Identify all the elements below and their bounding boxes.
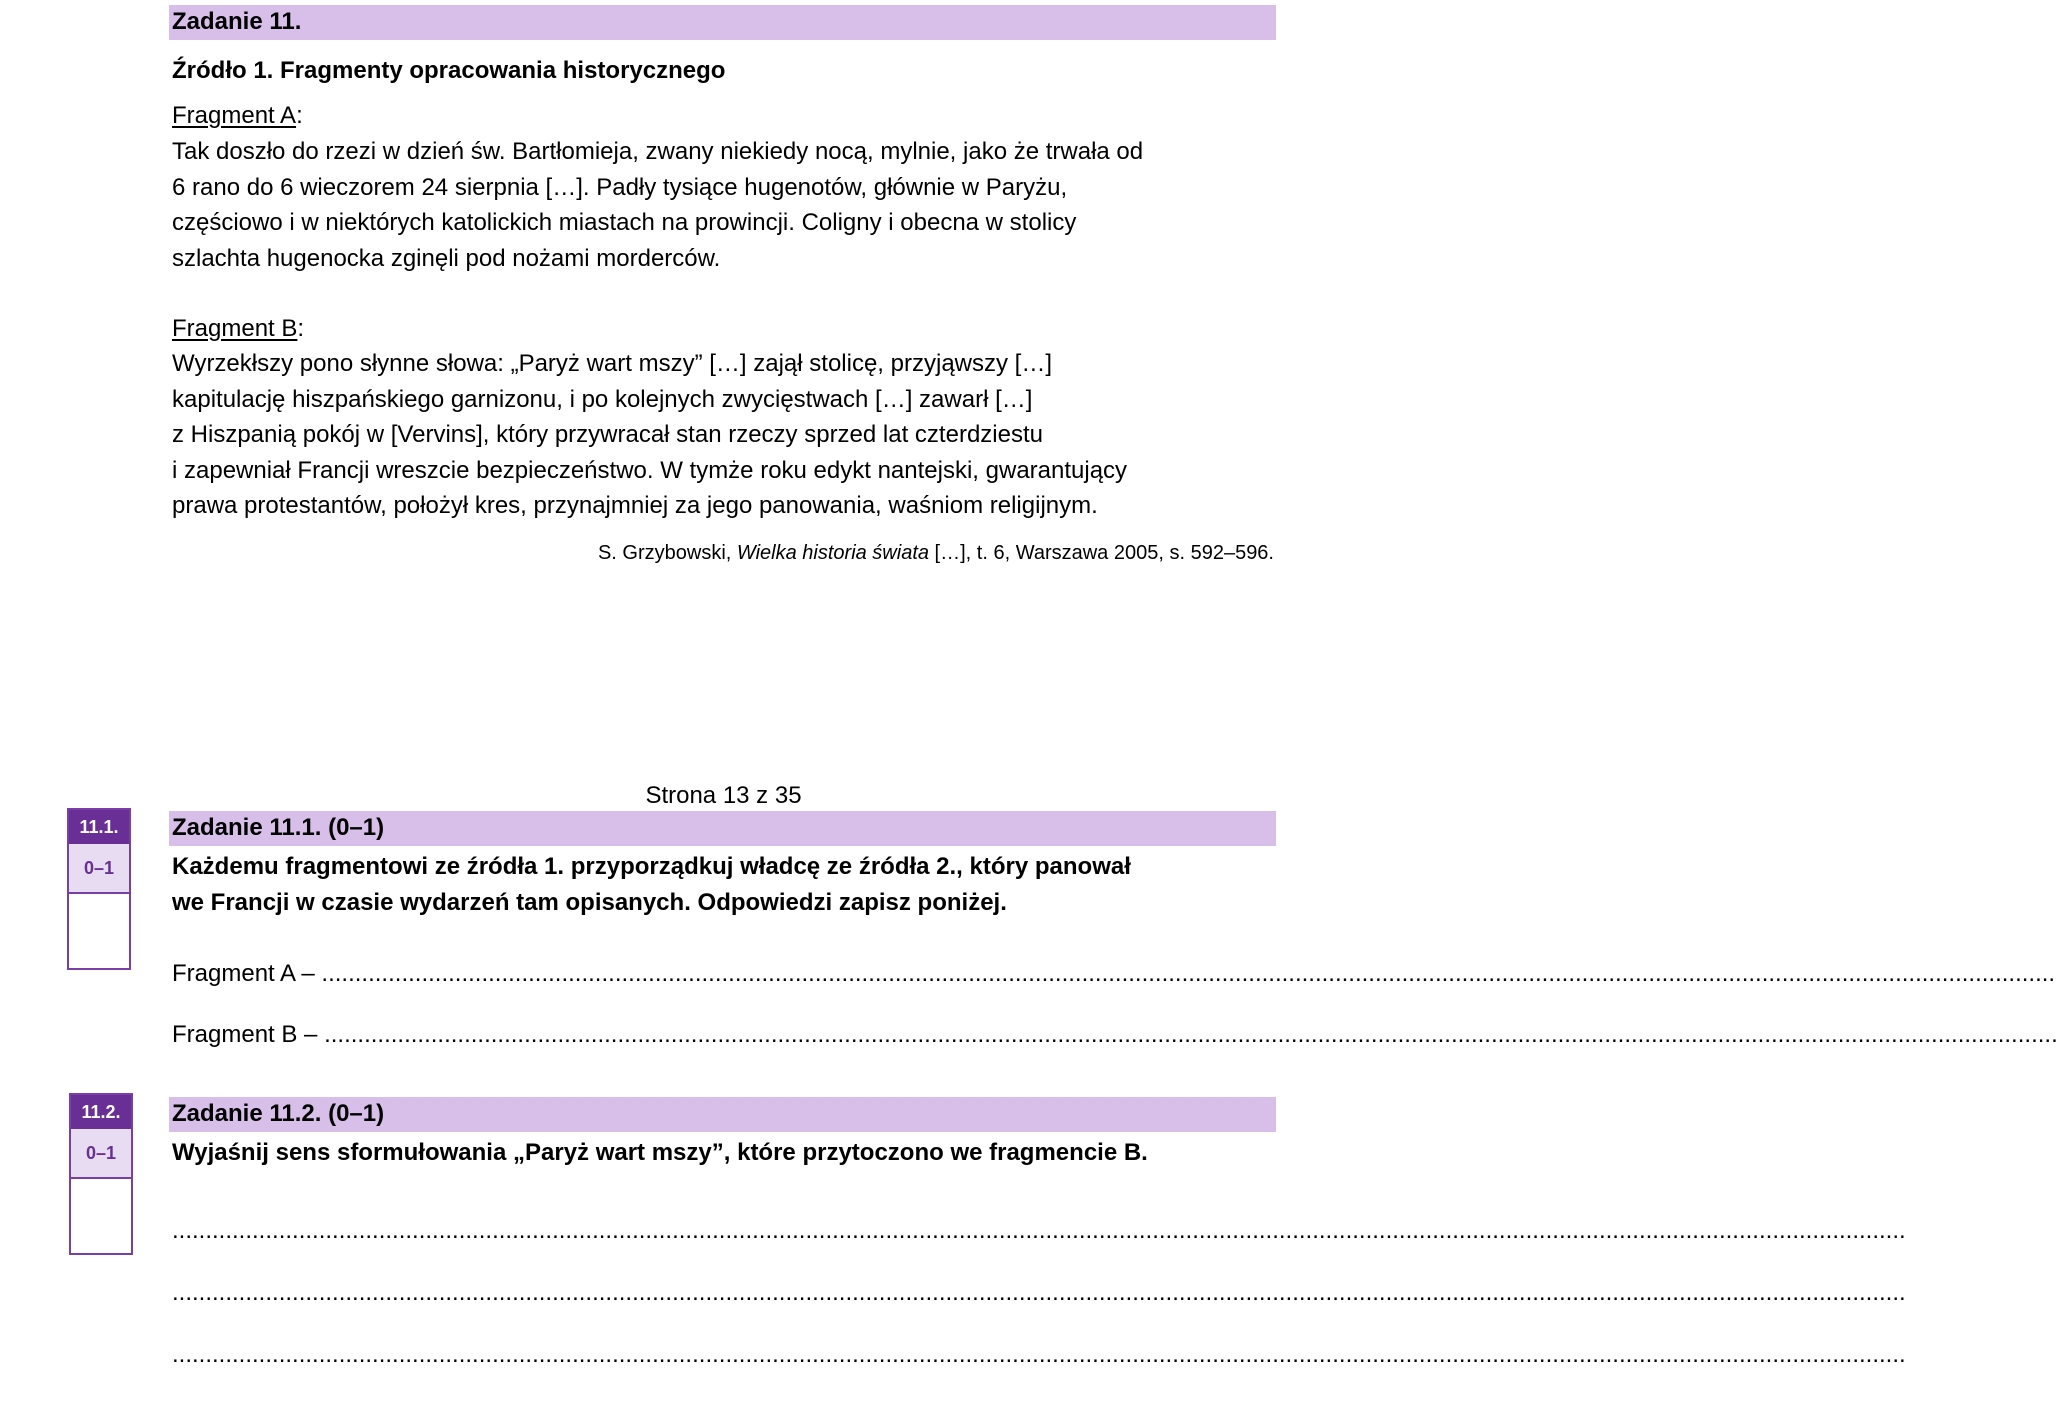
- score-box-blank-field[interactable]: [71, 1179, 131, 1253]
- score-box-blank-field[interactable]: [69, 894, 129, 968]
- task-header-band: [169, 5, 1276, 40]
- score-box-11-2: [69, 1093, 133, 1255]
- answer-b-label: Fragment B –: [172, 1021, 325, 1048]
- citation-details: […], t. 6, Warszawa 2005, s. 592–596.: [929, 542, 1274, 564]
- answer-line-fragment-a[interactable]: [172, 959, 2056, 989]
- fragment-b-label: Fragment B:: [172, 315, 305, 342]
- answer-b-dots[interactable]: ....................................................................................................................................................................................................................................................................: [324, 1021, 2058, 1048]
- fragment-b-text: [172, 346, 1127, 524]
- subtask-11-2-header-band: [169, 1097, 1276, 1132]
- fragment-a-line: 6 rano do 6 wieczorem 24 sierpnia […]. Padły tysiące hugenotów, głównie w Paryżu,: [172, 173, 1068, 201]
- fragment-a-line: szlachta hugenocka zginęli pod nożami morderców.: [172, 244, 721, 272]
- fragment-b-line: i zapewniał Francji wreszcie bezpieczeństwo. W tymże roku edykt nantejski, gwarantujący: [172, 456, 1128, 484]
- score-box-points: 0–1: [69, 844, 129, 894]
- citation-author: S. Grzybowski,: [597, 542, 737, 564]
- answer-line[interactable]: ....................................................................................................................................................................................................................................................................: [172, 1341, 1906, 1368]
- subtask-11-1-header-band: [169, 811, 1276, 846]
- fragment-b-line: z Hiszpanią pokój w [Vervins], który przywracał stan rzeczy sprzed lat czterdziestu: [172, 421, 1043, 448]
- instruction-line: Każdemu fragmentowi ze źródła 1. przyporządkuj władcę ze źródła 2., który panował: [172, 853, 1131, 880]
- answer-line-fragment-b[interactable]: [172, 1020, 2058, 1050]
- answer-a-label: Fragment A –: [172, 960, 322, 987]
- answer-line[interactable]: ....................................................................................................................................................................................................................................................................: [172, 1279, 1906, 1306]
- fragment-a-text: [172, 134, 1143, 276]
- fragment-b-line: Wyrzekłszy pono słynne słowa: „Paryż wart mszy” […] zajął stolicę, przyjąwszy […]: [172, 350, 1052, 377]
- score-box-11-1: [67, 808, 131, 970]
- score-box-points: 0–1: [71, 1129, 131, 1179]
- score-box-id: 11.1.: [69, 810, 129, 844]
- task-title: Zadanie 11.: [172, 8, 302, 35]
- fragment-a-line: Tak doszło do rzezi w dzień św. Bartłomieja, zwany niekiedy nocą, mylnie, jako że trwała od: [172, 138, 1144, 165]
- answer-line[interactable]: ....................................................................................................................................................................................................................................................................: [172, 1217, 1906, 1244]
- fragment-b-line: kapitulację hiszpańskiego garnizonu, i po kolejnych zwycięstwach […] zawarł […]: [172, 385, 1033, 413]
- fragment-a-line: częściowo i w niektórych katolickich miastach na prowincji. Coligny i obecna w stolicy: [172, 209, 1077, 236]
- fragment-b-line: prawa protestantów, położył kres, przynajmniej za jego panowania, waśniom religijnym.: [172, 492, 1098, 519]
- page-number: Strona 13 z 35: [645, 782, 802, 809]
- fragment-b-label-text: Fragment B: [172, 315, 298, 342]
- fragment-a-label-text: Fragment A: [172, 102, 297, 129]
- score-box-id: 11.2.: [71, 1095, 131, 1129]
- source-heading: Źródło 1. Fragmenty opracowania historycznego: [172, 57, 726, 84]
- citation-title: Wielka historia świata: [736, 542, 929, 564]
- subtask-11-1-title: Zadanie 11.1. (0–1): [172, 814, 385, 841]
- subtask-11-2-title: Zadanie 11.2. (0–1): [172, 1100, 385, 1127]
- answer-a-dots[interactable]: ....................................................................................................................................................................................................................................................................: [321, 960, 2056, 987]
- subtask-11-2-instruction: Wyjaśnij sens sformułowania „Paryż wart mszy”, które przytoczono we fragmencie B.: [172, 1139, 1148, 1166]
- instruction-line: we Francji w czasie wydarzeń tam opisanych. Odpowiedzi zapisz poniżej.: [172, 888, 1007, 916]
- fragment-a-label: Fragment A:: [172, 102, 303, 129]
- source-citation: [598, 541, 1274, 565]
- subtask-11-1-instruction: [172, 849, 1131, 920]
